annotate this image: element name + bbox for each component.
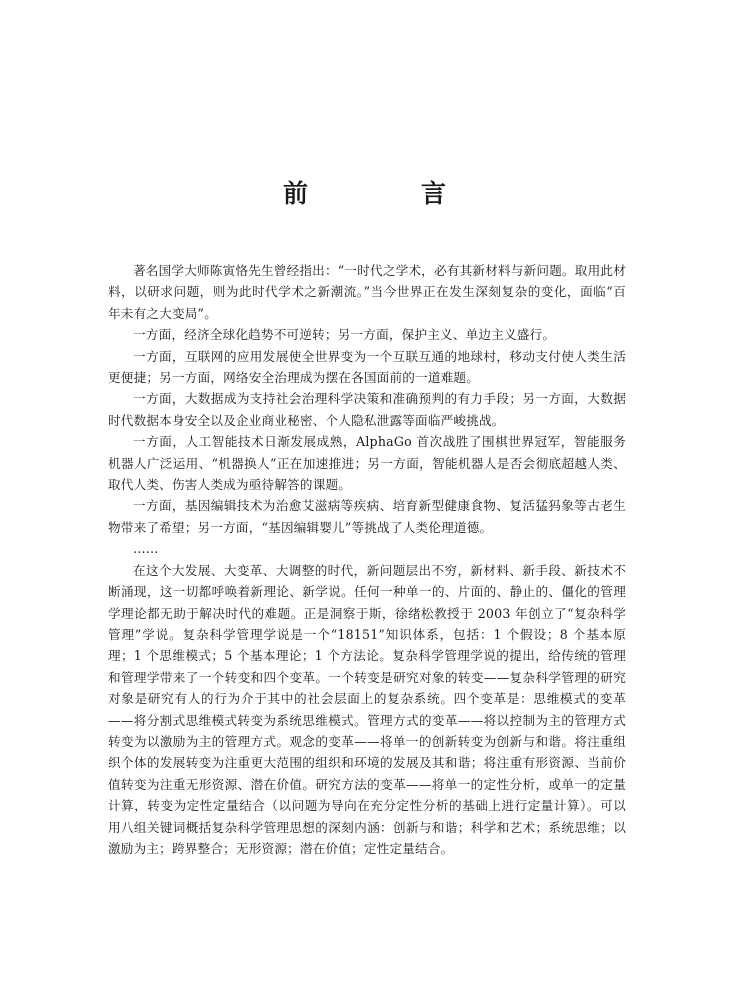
page-title: 前 言 <box>282 179 490 208</box>
paragraph-complex-science-management: 在这个大发展、大变革、大调整的时代，新问题层出不穷，新材料、新手段、新技术不断涌现，这一切都呼唤着新理论、新学说。任何一种单一的、片面的、静止的、僵化的管理学理论都无助于解决时代的难题。正是洞察于斯，徐绪松教授于 2003 年创立了“复杂科学管理”学说。复杂科学管理学说是一个“18151”知识体系，包括：1 个假设；8 个基本原理；1 个思维模式；5 个基本理论；1 个方法论。复杂科学管理学说的提出，给传统的管理和管理学带来了一个转变和四个变革。一个转变是研究对象的转变——复杂科学管理的研究对象是研究有人的行为介于其中的社会层面上的复杂系统。四个变革是：思维模式的变革——将分割式思维模式转变为系统思维模式。管理方式的变革——将以控制为主的管理方式转变为以激励为主的管理方式。观念的变革——将单一的创新转变为创新与和谐。将注重组织个体的发展转变为注重更大范围的组织和环境的发展及其和谐；将注重有形资源、当前价值转变为注重无形资源、潜在价值。研究方法的变革——将单一的定性分析，或单一的定量计算，转变为定性定量结合（以问题为导向在充分定性分析的基础上进行定量计算）。可以用八组关键词概括复杂科学管理思想的深刻内涵：创新与和谐；科学和艺术；系统思维；以激励为主；跨界整合；无形资源；潜在价值；定性定量结合。 <box>108 562 626 856</box>
paragraph-quote-intro: 著名国学大师陈寅恪先生曾经指出：“一时代之学术，必有其新材料与新问题。取用此材料，以研求问题，则为此时代学术之新潮流。”当今世界正在发生深刻复杂的变化，面临“百年未有之大变局”。 <box>108 263 626 321</box>
paragraph-ellipsis: …… <box>133 541 159 557</box>
paragraph-globalization: 一方面，经济全球化趋势不可逆转；另一方面，保护主义、单边主义盛行。 <box>133 327 556 343</box>
paragraph-internet: 一方面，互联网的应用发展使全世界变为一个互联互通的地球村，移动支付使人类生活更便捷；另一方面，网络安全治理成为摆在各国面前的一道难题。 <box>108 348 626 386</box>
paragraph-ai: 一方面，人工智能技术日渐发展成熟，AlphaGo 首次战胜了围棋世界冠军，智能服务机器人广泛运用、“机器换人”正在加速推进；另一方面，智能机器人是否会彻底超越人类、取代人类、伤害人类成为亟待解答的课题。 <box>108 434 626 493</box>
paragraph-gene-editing: 一方面，基因编辑技术为治愈艾滋病等疾病、培育新型健康食物、复活猛犸象等古老生物带来了希望；另一方面，“基因编辑婴儿”等挑战了人类伦理道德。 <box>108 498 626 535</box>
paragraph-big-data: 一方面，大数据成为支持社会治理科学决策和准确预判的有力手段；另一方面，大数据时代数据本身安全以及企业商业秘密、个人隐私泄露等面临严峻挑战。 <box>108 391 626 428</box>
preface-body <box>108 260 626 859</box>
